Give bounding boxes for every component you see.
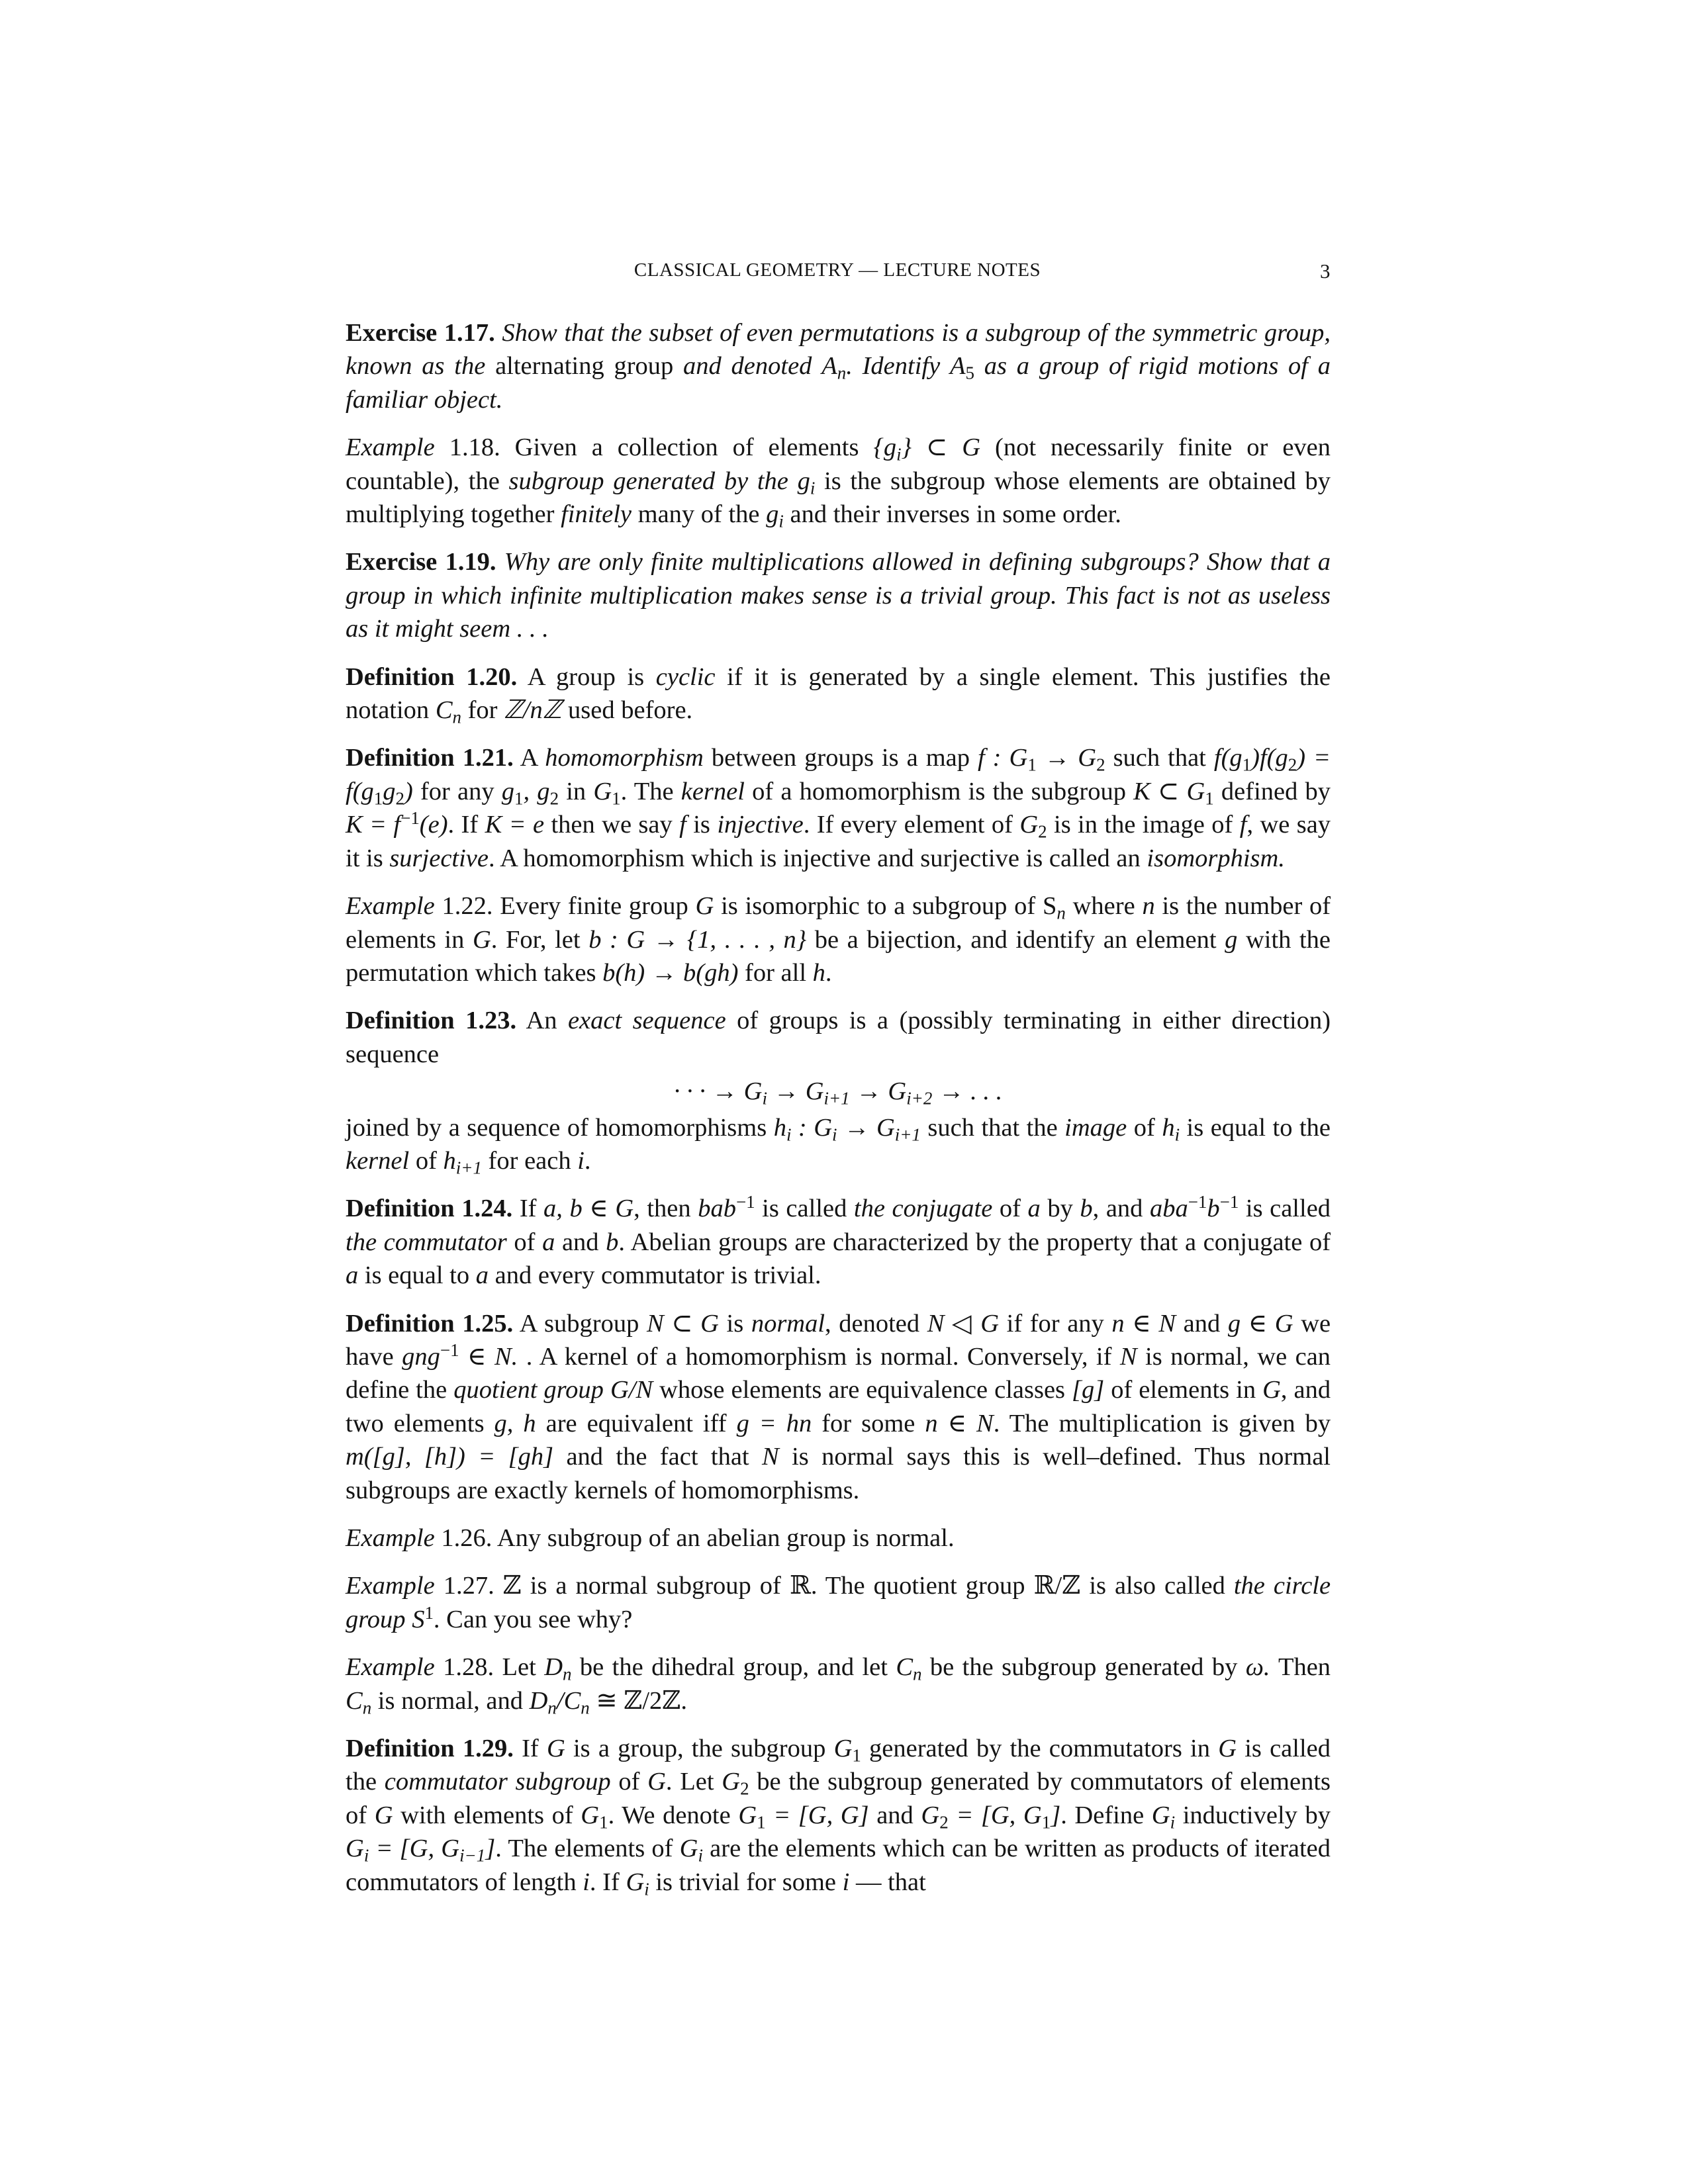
example-1-22: Example 1.22. Every finite group G is isomorphic to a subgroup of $S_n$ where n is the number of elements in G. For, let b : G → {1, . . . , n} be a bijection, and identify an element g with the permutation which takes b(h) → b(gh) for all h. [346, 892, 1331, 987]
page-body [346, 316, 1331, 1913]
exercise-label: Exercise 1.17. [346, 319, 495, 347]
definition-label: Definition 1.25. [346, 1309, 514, 1338]
definition-1-20: Definition 1.20. A group is cyclic if it is generated by a single element. This justifies the notation $C_n$ for ℤ/nℤ used before. [346, 662, 1331, 727]
definition-label: Definition 1.23. [346, 1007, 517, 1035]
definition-1-23: Definition 1.23. An exact sequence of groups is a (possibly terminating in either direction) sequence · · · → $G_i \to G_{i+1} \to G_{i+2}$ → . . . joined by a sequence of homomorphisms $h_i$ : $G_i \to G_{i+1}$ such that the image of $h_i$ is equal to the kernel of $h_{i+1}$ for each i. [346, 1007, 1331, 1178]
running-title: CLASSICAL GEOMETRY — LECTURE NOTES [633, 259, 1041, 281]
example-1-26: Example 1.26. Any subgroup of an abelian group is normal. [346, 1524, 955, 1552]
example-1-28: Example 1.28. Let $D_n$ be the dihedral group, and let $C_n$ be the subgroup generated by ω. Then $C_n$ is normal, and $D_n/C_n$ ≅ ℤ/2ℤ. [346, 1653, 1331, 1718]
page-number: 3 [1320, 259, 1331, 283]
example-label: Example [346, 1653, 435, 1682]
math-gi-subset-G: $\{g_i\}$ ⊂ G [873, 433, 981, 465]
exercise-1-19: Exercise 1.19. Why are only finite multiplications allowed in defining subgroups? Show that a group in which infinite multiplication makes sense is a trivial group. This fact is not as useless as it might seem . . . [346, 548, 1331, 643]
definition-label: Definition 1.21. [346, 744, 514, 772]
math-A-5: $A_5$ [949, 352, 974, 383]
exercise-1-17: Exercise 1.17. Show that the subset of even permutations is a subgroup of the symmetric group, known as the alternating group and denoted $A_n$. Identify $A_5$ as a group of rigid motions of a familiar object. [346, 319, 1331, 414]
term-subgroup-generated: subgroup generated by the [508, 467, 788, 495]
example-label: Example [346, 1524, 435, 1552]
definition-label: Definition 1.20. [346, 662, 518, 691]
term-alternating-group: alternating group [495, 352, 674, 381]
term-cyclic: cyclic [655, 662, 716, 691]
display-exact-sequence: · · · → $G_i \to G_{i+1} \to G_{i+2}$ → . . . [673, 1077, 1003, 1109]
exercise-label: Exercise 1.19. [346, 548, 496, 576]
example-label: Example [346, 892, 435, 921]
math-A-n: $A_n$ [821, 352, 847, 383]
example-label: Example [346, 1572, 435, 1600]
example-1-27: Example 1.27. ℤ is a normal subgroup of ℝ. The quotient group ℝ/ℤ is also called the circle group $S^1$. Can you see why? [346, 1572, 1331, 1633]
example-1-18: Example 1.18. Given a collection of elements $\{g_i\}$ ⊂ G (not necessarily finite or even countable), the subgroup generated by the $g_i$ is the subgroup whose elements are obtained by multiplying together finitely many of the $g_i$ and their inverses in some order. [346, 433, 1331, 531]
definition-1-25: Definition 1.25. A subgroup N ⊂ G is normal, denoted N ◁ G if for any n ∈ N and g ∈ G we have gng$^{-1}$ ∈ N. . A kernel of a homomorphism is normal. Conversely, if N is normal, we can define the quotient group G/N whose elements are equivalence classes [g] of elements in G, and two elements g, h are equivalent iff g = hn for some n ∈ N. The multiplication is given by m([g], [h]) = [gh] and the fact that N is normal says this is well–defined. Thus normal subgroups are exactly kernels of homomorphisms. [346, 1309, 1331, 1504]
running-head [344, 257, 1331, 290]
definition-1-29: Definition 1.29. If G is a group, the subgroup $G_1$ generated by the commutators in G is called the commutator subgroup of G. Let $G_2$ be the subgroup generated by commutators of elements of G with elements of $G_1$. We denote $G_1 = [G$, G] and $G_2 = [G$, $G_1$]. Define $G_i$ inductively by $G_i = [G$, $G_{i-1}$]. The elements of $G_i$ are the elements which can be written as products of iterated commutators of length i. If $G_i$ is trivial for some i — that [346, 1735, 1331, 1899]
definition-1-24: Definition 1.24. If a, b ∈ G, then bab$^{-1}$ is called the conjugate of a by b, and $aba^{-1}b^{-1}$ is called the commutator of a and b. Abelian groups are characterized by the property that a conjugate of a is equal to a and every commutator is trivial. [346, 1192, 1331, 1290]
example-label: Example [346, 433, 435, 462]
definition-label: Definition 1.24. [346, 1195, 513, 1223]
definition-label: Definition 1.29. [346, 1735, 514, 1763]
definition-1-21: Definition 1.21. A homomorphism between groups is a map f : $G_1 \to G_2$ such that $f(g_1)f(g_2) = f(g_1g_2)$ for any $g_1$, $g_2$ in $G_1$. The kernel of a homomorphism is the subgroup K ⊂ $G_1$ defined by $K = f^{-1}(e)$. If K = e then we say f is injective. If every element of $G_2$ is in the image of f, we say it is surjective. A homomorphism which is injective and surjective is called an isomorphism. [346, 744, 1331, 872]
